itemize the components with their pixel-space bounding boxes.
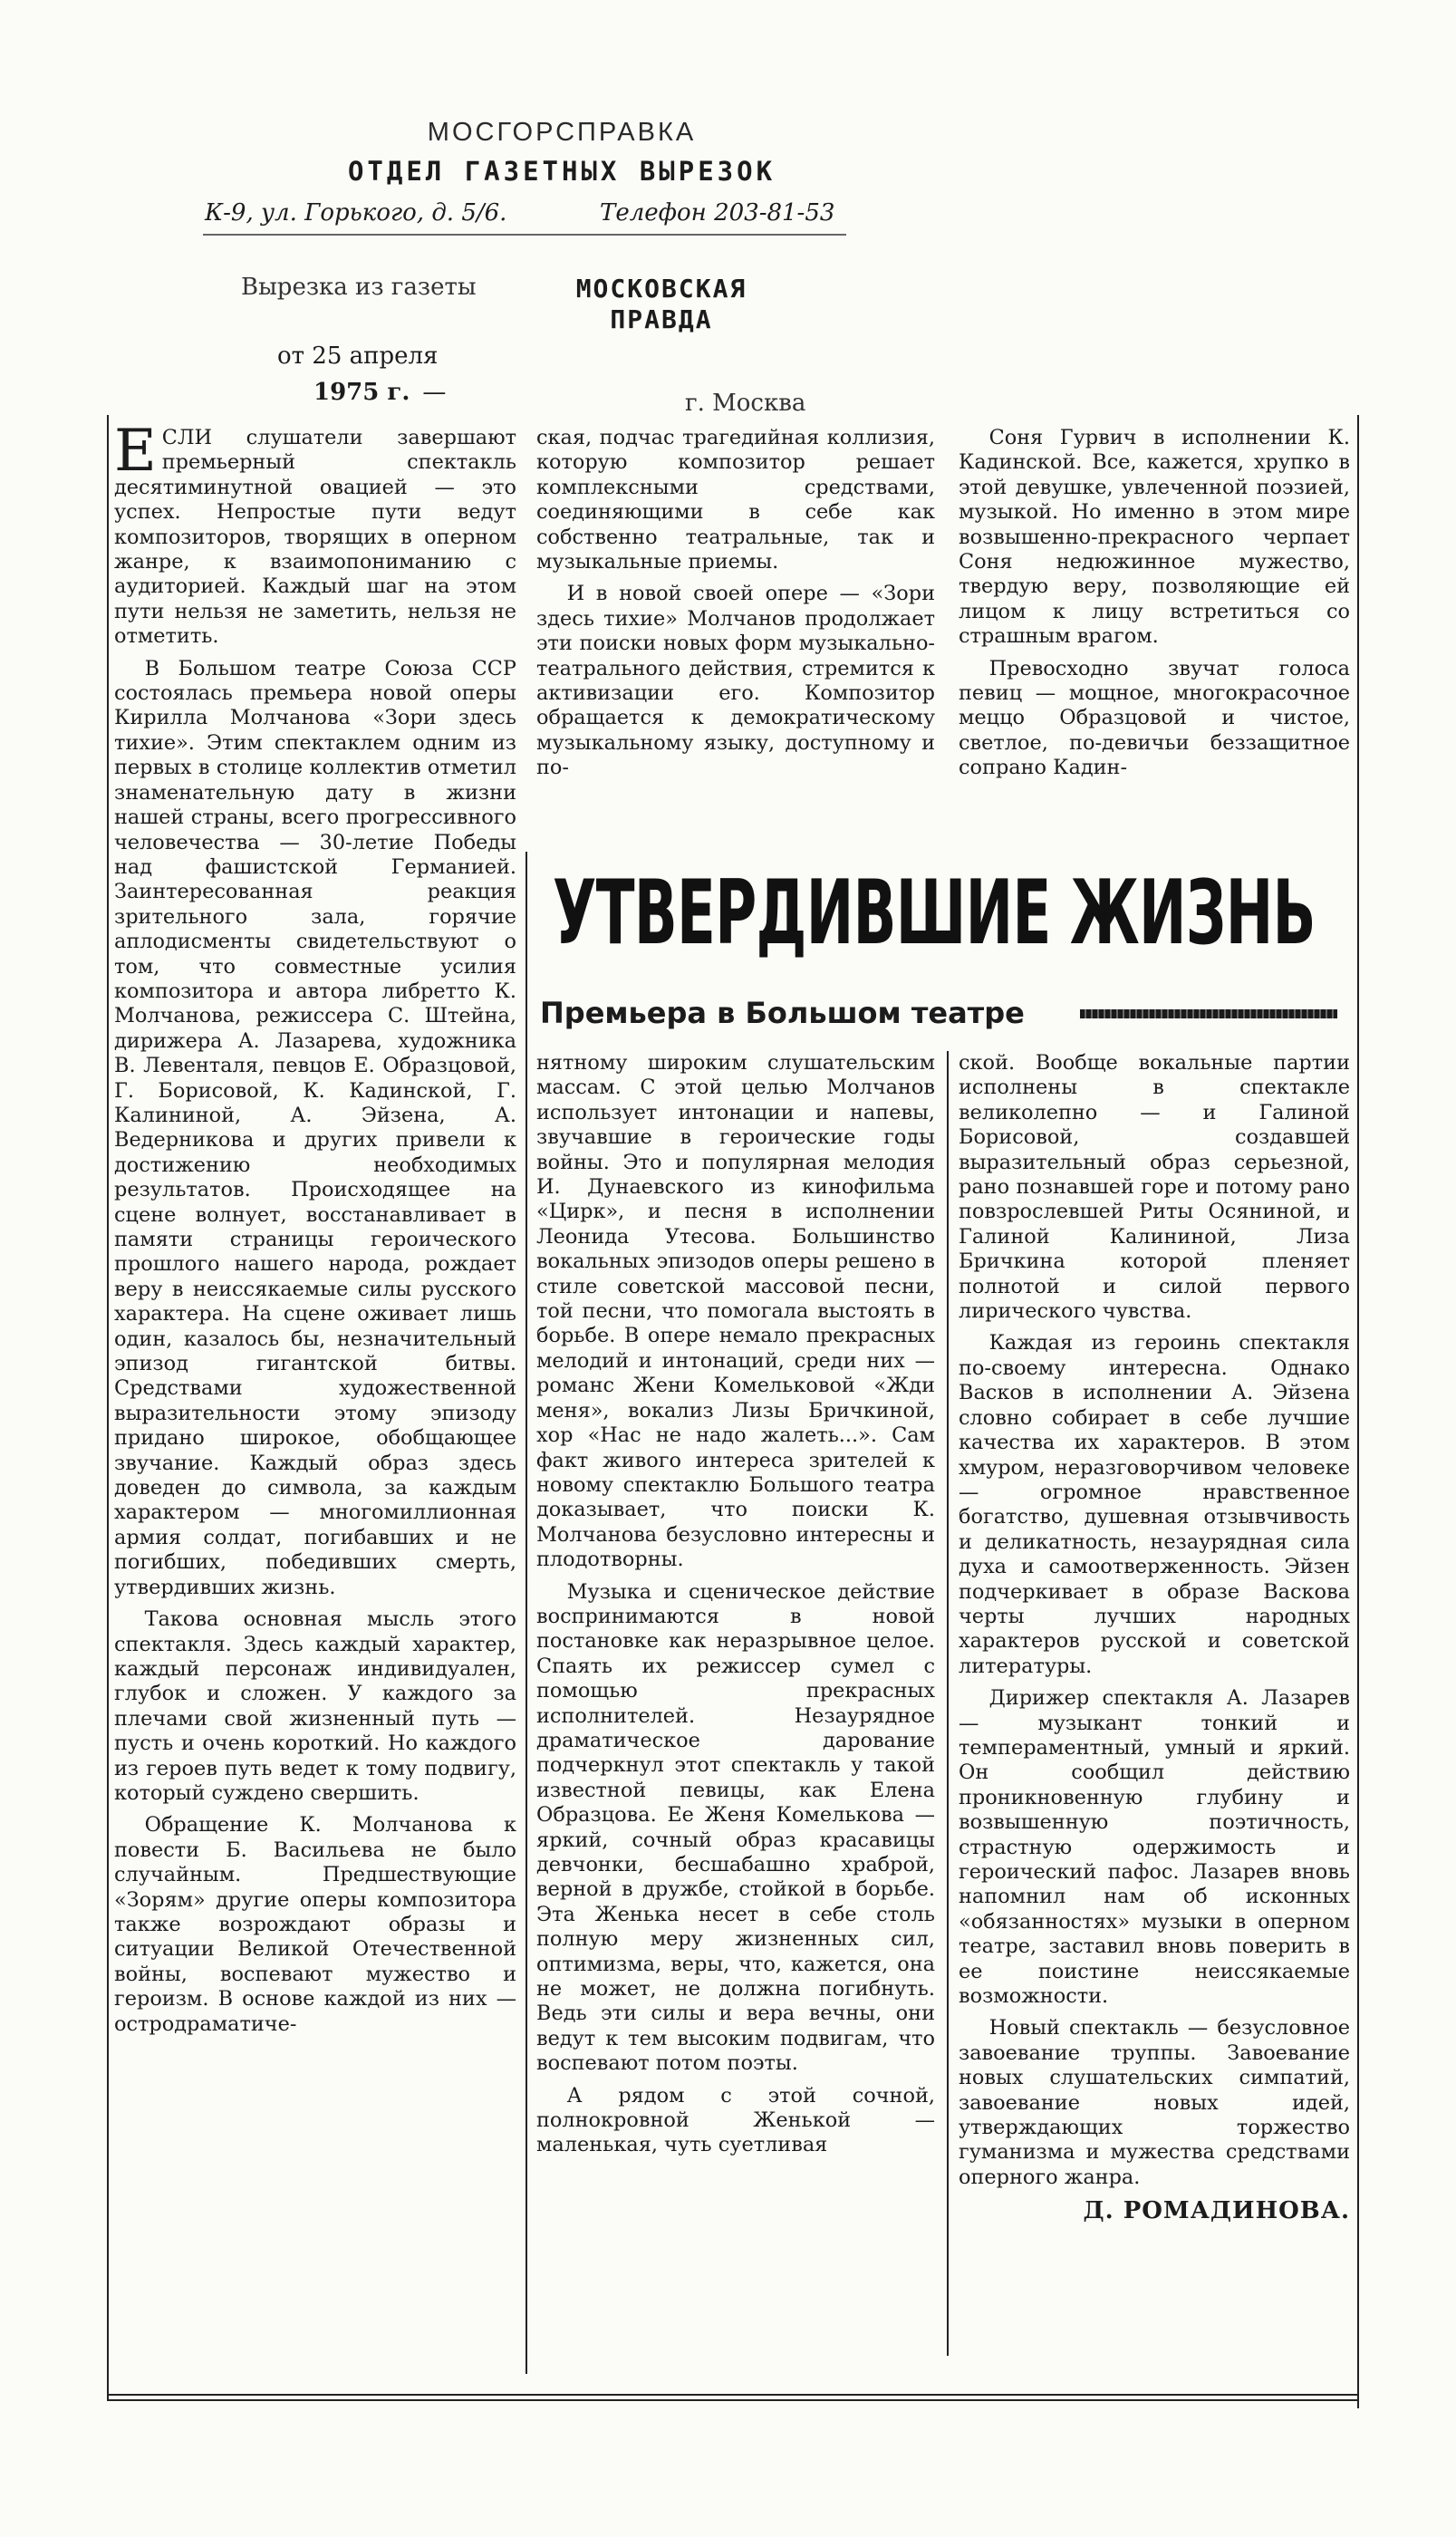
paragraph: Музыка и сценическое действие воспринимаются в новой постановке как неразрывное целое. Спаять их режиссер сумел с помощью прекрасных исполнителей. Незаурядное драматическое дарование подчеркнул этот спектакль у такой известной певицы, как Елена Образцова. Ее Женя Комелькова — яркий, сочный образ красавицы девчонки, бесшабашно храброй, верной в дружбе, стойкой в борьбе. Эта Женька несет в себе столь полную меру жизненных сил, оптимизма, веры, что, кажется, она не может, не должна погибнуть. Ведь эти силы и вера вечны, они ведут к тем высоким подвигам, что воспевают потом поэты. <box>536 1579 935 2076</box>
article-column-3-bottom <box>959 1051 1350 2383</box>
department-name: ОТДЕЛ ГАЗЕТНЫХ ВЫРЕЗОК <box>347 156 776 187</box>
paragraph: Соня Гурвич в исполнении К. Кадинской. Все, кажется, хрупко в этой девушке, увлеченной поэзией, музыкой. Но именно в этом мире возвышенно-прекрасного черпает Соня недюжинное мужество, твердую веру, позволяющие ей лицом к лицу встретиться со страшным врагом. <box>959 426 1350 649</box>
paragraph: ской. Вообще вокальные партии исполнены в спектакле великолепно — и Галиной Борисовой, создавшей выразительный образ серьезной, рано познавшей горе и потому рано повзрослевшей Риты Осяниной, и Галиной Калининой, Лиза Бричкина которой пленяет полнотой и силой первого лирического чувства. <box>959 1051 1350 1324</box>
article-headline: УТВЕРДИВШИЕ ЖИЗНЬ <box>553 862 1316 965</box>
address: К-9, ул. Горького, д. 5/6. <box>205 199 507 227</box>
paragraph: А рядом с этой сочной, полнокровной Женькой — маленькая, чуть суетливая <box>536 2083 935 2157</box>
paragraph: ЕСЛИ слушатели завершают премьерный спектакль десятиминутной овацией — это успех. Непростые пути ведут композиторов, творящих в оперном жанре, к взаимопониманию с аудиторией. Каждый шаг на этом пути нельзя не заметить, нельзя не отметить. <box>114 418 516 649</box>
phone: Телефон 203-81-53 <box>600 199 835 227</box>
city: г. Москва <box>685 390 806 417</box>
article-column-2-top <box>536 426 935 843</box>
paragraph: ская, подчас трагедийная коллизия, которую композитор решает комплексными средствами, соединяющими в себе как собственно театральные, так и музыкальные приемы. <box>536 426 935 574</box>
paragraph: Обращение К. Молчанова к повести Б. Васильева не было случайным. Предшествующие «Зорям» другие оперы композитора также возрождают образы и ситуации Великой Отечественной войны, воспевают мужество и героизм. В основе каждой из них — остродраматиче- <box>114 1813 516 2036</box>
decorative-rule <box>1080 1009 1337 1018</box>
header-rule <box>203 234 846 236</box>
paragraph: нятному широким слушательским массам. С этой целью Молчанов использует интонации и напевы, звучавшие в героические годы войны. Это и популярная мелодия И. Дунаевского из кинофильма «Цирк», и песня в исполнении Леонида Утесова. Большинство вокальных эпизодов оперы решено в стиле советской массовой песни, той песни, что помогала выстоять в борьбе. В опере немало прекрасных мелодий и интонаций, среди них — романс Жени Комельковой «Жди меня», вокализ Лизы Бричкиной, хор «Нас не надо жалеть...». Сам факт живого интереса зрителей к новому спектаклю Большого театра доказывает, что поиски К. Молчанова безусловно интересны и плодотворны. <box>536 1051 935 1572</box>
article-column-1 <box>114 418 516 2383</box>
right-border <box>1357 415 1359 2408</box>
article-subheadline: Премьера в Большом театре <box>540 996 1025 1030</box>
paragraph: Новый спектакль — безусловное завоевание труппы. Завоевание новых слушательских симпатий, завоевание новых идей, утверждающих торжество гуманизма и мужества средствами оперного жанра. <box>959 2016 1350 2189</box>
column-rule-1 <box>526 852 527 2374</box>
left-border <box>107 415 109 2399</box>
paragraph: В Большом театре Союза ССР состоялась премьера новой оперы Кирилла Молчанова «Зори здесь тихие». Этим спектаклем одним из первых в столице коллектив отметил знаменательную дату в жизни нашей страны, всего прогрессивного человечества — 30-летие Победы над фашистской Германией. Заинтересованная реакция зрительного зала, горячие аплодисменты свидетельствуют о том, что совместные усилия композитора и автора либретто К. Молчанова, режиссера С. Штейна, дирижера А. Лазарева, художника В. Левенталя, певцов Е. Образцовой, Г. Борисовой, К. Кадинской, Г. Калининой, А. Эйзена, А. Ведерникова и других привели к достижению необходимых результатов. Происходящее на сцене волнует, восстанавливает в памяти страницы героического прошлого нашего народа, рождает веру в неиссякаемые силы русского характера. На сцене оживает лишь один, казалось бы, незначительный эпизод гигантской битвы. Средствами художественной выразительности этому эпизоду придано широкое, обобщающее звучание. Каждый образ здесь доведен до символа, за каждым характером — многомиллионная армия солдат, погибавших и не погибших, победивших смерть, утвердивших жизнь. <box>114 656 516 1599</box>
paragraph: Превосходно звучат голоса певиц — мощное, многокрасочное меццо Образцовой и чистое, светлое, по-девичьи беззащитное сопрано Кадин- <box>959 656 1350 780</box>
article-column-3-top <box>959 426 1350 843</box>
publication-year: 1975 г. <box>313 379 410 406</box>
publication-year-line <box>313 379 446 406</box>
column-rule-2 <box>947 1051 949 2356</box>
address-line <box>205 199 893 227</box>
paragraph: Дирижер спектакля А. Лазарев — музыкант тонкий и темпераментный, умный и яркий. Он сообщил действию проникновенную глубину и возвышенную поэтичность, страстную одержимость и героический пафос. Лазарев вновь напомнил нам об исконных «обязанностях» музыки в оперном театре, заставил вновь поверить в ее поистине неиссякаемые возможности. <box>959 1686 1350 2009</box>
bottom-border-outer <box>107 2399 1359 2401</box>
org-name: МОСГОРСПРАВКА <box>427 118 697 147</box>
subheadline-row <box>540 995 1337 1031</box>
newspaper-name: МОСКОВСКАЯ ПРАВДА <box>575 274 747 334</box>
clipping-label: Вырезка из газеты <box>241 274 477 301</box>
article-column-2-bottom <box>536 1051 935 2383</box>
bottom-border <box>107 2394 1359 2396</box>
year-dash: — <box>422 379 447 406</box>
publication-date: от 25 апреля <box>277 342 439 370</box>
article-author: Д. РОМАДИНОВА. <box>1083 2197 1350 2225</box>
paragraph: И в новой своей опере — «Зори здесь тихие» Молчанов продолжает эти поиски новых форм музыкально-театрального действия, стремится к активизации его. Композитор обращается к демократическому музыкальному языку, доступному и по- <box>536 582 935 780</box>
paragraph: Такова основная мысль этого спектакля. Здесь каждый характер, каждый персонаж индивидуален, глубок и сложен. У каждого за плечами свой жизненный путь — пусть и очень короткий. Но каждого из героев путь ведет к тому подвигу, который суждено свершить. <box>114 1607 516 1805</box>
paragraph: Каждая из героинь спектакля по-своему интересна. Однако Васков в исполнении А. Эйзена словно собирает в себе лучшие качества их характеров. В этом хмуром, неразговорчивом человеке — огромное нравственное богатство, душевная отзывчивость и деликатность, незаурядная сила духа и самоотверженность. Эйзен подчеркивает в образе Васкова черты лучших народных характеров русской и советской литературы. <box>959 1331 1350 1678</box>
